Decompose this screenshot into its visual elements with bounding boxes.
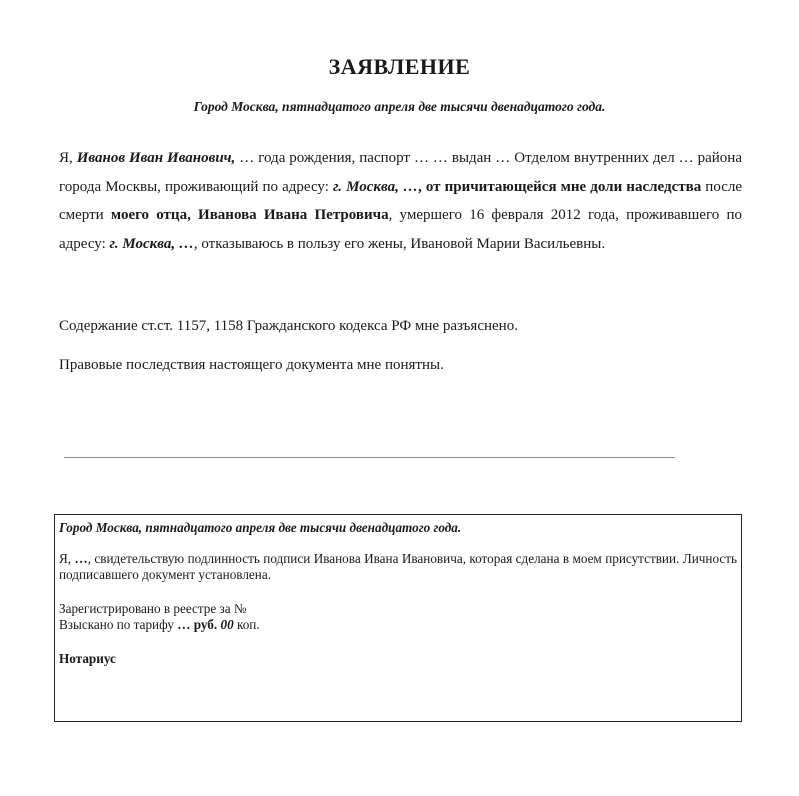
document-title: ЗАЯВЛЕНИЕ <box>328 54 471 79</box>
text-segment: Я, <box>59 550 75 566</box>
deceased-father: моего отца, Иванова Ивана Петровича <box>110 207 389 223</box>
deceased-address: г. Москва, … <box>109 235 194 252</box>
text-segment: , отказываюсь в пользу его жены, Ивановой Марии Васильевны. <box>193 235 606 252</box>
text-segment: , <box>417 178 426 195</box>
tariff-rubles: … руб. <box>177 617 218 632</box>
text-segment: после смерти <box>59 178 742 223</box>
applicant-address: г. Москва, … <box>332 178 418 195</box>
text-segment: , свидетельствую подлинность подписи Иванова Ивана Ивановича, которая сделана в моем присутствии. Личность подписавшего документ установлена. <box>59 550 738 582</box>
applicant-name: Иванов Иван Иванович, <box>76 150 236 166</box>
signature-line <box>64 457 675 458</box>
statement-paragraph <box>59 144 742 258</box>
text-segment: … года рождения, паспорт … … выдан … Отделом внутренних дел … района города Москвы, проживающий по адресу: <box>59 150 742 195</box>
notary-certification-text <box>59 551 737 584</box>
text-segment: , умершего 16 февраля 2012 года, проживавшего по адресу: <box>59 207 742 252</box>
notary-label: Нотариус <box>59 650 116 666</box>
tariff-line <box>59 617 737 634</box>
code-articles-paragraph: Содержание ст.ст. 1157, 1158 Гражданского кодекса РФ мне разъяснено. <box>59 318 518 334</box>
inheritance-share: от причитающейся мне доли наследства <box>425 178 702 195</box>
text-segment: Я, <box>59 150 77 166</box>
tariff-kopecks: 00 <box>220 617 234 632</box>
notary-city-date: Город Москва, пятнадцатого апреля две тысячи двенадцатого года. <box>59 520 462 535</box>
notary-name-blank: … <box>74 550 88 566</box>
registry-line: Зарегистрировано в реестре за № <box>59 600 247 616</box>
text-segment: коп. <box>233 617 260 632</box>
city-date-line: Город Москва, пятнадцатого апреля две тысячи двенадцатого года. <box>193 99 606 114</box>
text-segment: Взыскано по тарифу <box>59 617 178 632</box>
legal-consequences-paragraph: Правовые последствия настоящего документа мне понятны. <box>59 357 444 373</box>
notary-certification-box <box>54 514 742 722</box>
